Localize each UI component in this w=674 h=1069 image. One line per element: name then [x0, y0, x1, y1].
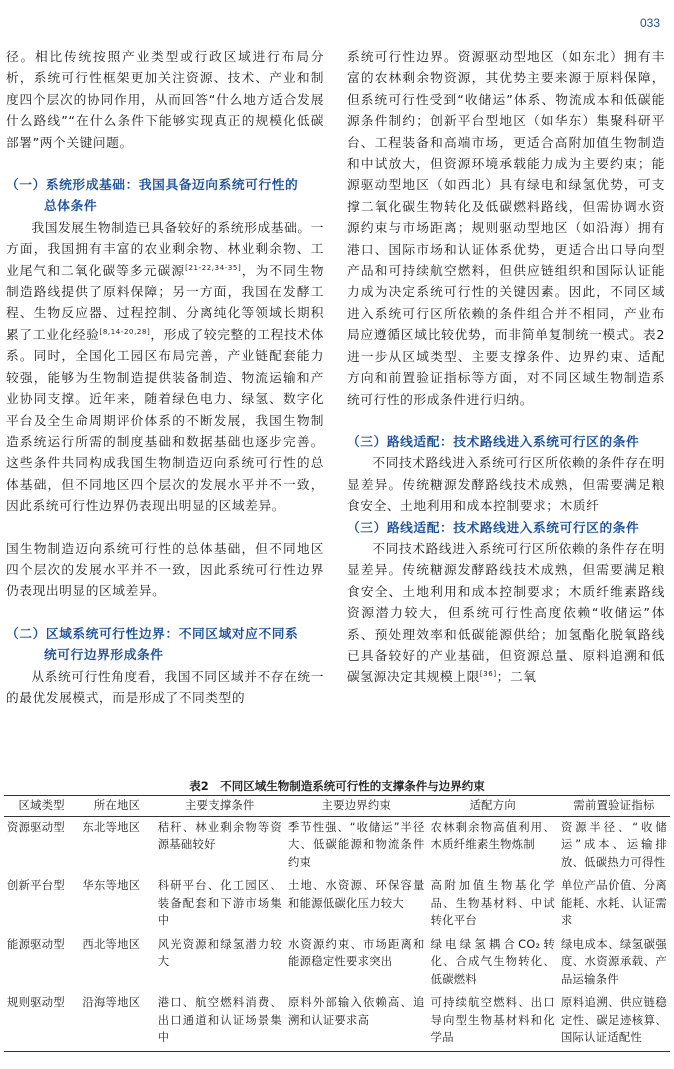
table-cell: 单位产品价值、分离能耗、水耗、认证需求	[560, 879, 667, 927]
citation-ref: [8,14-20,28]	[99, 327, 151, 336]
section-3-text-a: 不同技术路线进入系统可行区所依赖的条件存在明显差异。传统糖源发酵路线技术成熟，但需要满足粮食安全、土地利用和成本控制要求；木质纤维素路线资源潜力较大，但系统可行性高度依赖“收储运”体系、预处理效率和低碳能源供给；加氢酯化脱氧路线已具备较好的产业基础，但资源总量、原料追溯和低碳氢源决定其规模上限	[347, 540, 665, 685]
table-row	[4, 934, 670, 993]
table-cell: 可持续航空燃料、出口导向型生物基材料和化学品	[430, 996, 555, 1044]
table-cell: 原料追溯、供应链稳定性、碳足迹核算、国际认证适配性	[560, 996, 667, 1044]
citation-ref: [36]	[479, 670, 497, 679]
section-1-text-a: 我国发展生物制造已具备较好的系统形成基础。一方面，我国拥有丰富的农业剩余物、林业剩余物、工业尾气和二氧化碳等多元碳源	[6, 219, 324, 278]
table-cell: 水资源约束、市场距离和能源稳定性要求突出	[288, 937, 425, 968]
table-cell: 港口、航空燃料消费、出口通道和认证场景集中	[157, 996, 283, 1044]
table-row	[4, 875, 670, 934]
section-1-paragraph	[6, 217, 324, 517]
table-cell: 高附加值生物基化学品、生物基材料、中试转化平台	[430, 879, 555, 927]
table-header-cell: 主要支撑条件	[185, 799, 255, 812]
table-cell: 原料外部输入依赖高、追溯和认证要求高	[288, 996, 425, 1027]
table-cell: 沿海等地区	[82, 996, 141, 1009]
section-1-text-c: ，形成了较完整的工程技术体系。同时，全国化工园区布局完善，产业链配套能力较强，能够为生物制造提供装备制造、物流运输和产业协同支撑。近年来，随着绿色电力、绿氢、数字化平台及全生命周期评价体系的不断发展，我国生物制造系统运行所需的制度基础和数据基础也逐步完善。这些条件共同构成我国生物制造迈向系统可行性的总体基础，但不同地区四个层次的发展水平并不一致，因此系统可行性边界仍表现出明显的区域差异。	[6, 326, 324, 514]
page-number: 033	[639, 16, 660, 30]
table-cell: 资源驱动型	[7, 820, 65, 834]
section-3-paragraph: 不同技术路线进入系统可行区所依赖的条件存在明显差异。传统糖源发酵路线技术成熟，但需要满足粮食安全、土地利用和成本控制要求；木质纤	[347, 455, 665, 514]
table-title: 表2 不同区域生物制造系统可行性的支撑条件与边界约束	[189, 779, 485, 793]
table-cell: 资源半径、“收储运”成本、运输排放、低碳热力可得性	[560, 820, 667, 869]
left-column	[6, 46, 324, 708]
table-cell: 风光资源和绿氢潜力较大	[157, 937, 283, 968]
table-cell: 规则驱动型	[7, 996, 65, 1009]
section-heading-2-line2: 统可行边界形成条件	[44, 647, 164, 663]
table-cell: 西北等地区	[82, 937, 141, 951]
section-1-text-b: ，为不同生物制造路线提供了原料保障；另一方面，我国在发酵工程、生物反应器、过程控制、分离纯化等领域长期积累了工业化经验	[6, 262, 324, 342]
table-header-cell: 主要边界约束	[321, 799, 392, 812]
table-cell: 东北等地区	[82, 820, 141, 834]
spacer	[347, 410, 665, 431]
section-heading-1	[6, 174, 324, 217]
section-heading-3-repeat: （三）路线适配：技术路线进入系统可行区的条件	[347, 519, 640, 535]
table-cell: 季节性强、“收储运”半径大、低碳能源和物流条件约束	[288, 820, 425, 869]
table-header-cell: 适配方向	[469, 799, 516, 812]
table-cell: 创新平台型	[7, 879, 65, 892]
table-cell: 绿电绿氢耦合CO₂转化、合成气生物转化、低碳燃料	[430, 937, 555, 986]
section-2-paragraph: 从系统可行性角度看，我国不同区域并不存在统一的最优发展模式，而是形成了不同类型的	[6, 668, 324, 705]
region-table	[4, 795, 670, 1052]
section-heading-2-line1: （二）区域系统可行性边界：不同区域对应不同系	[6, 625, 299, 641]
table-cell: 科研平台、化工园区、装备配套和下游市场集中	[157, 879, 283, 927]
table-header-cell: 区域类型	[18, 799, 65, 812]
section-heading-2	[6, 623, 324, 666]
section-heading-1-line2: 总体条件	[44, 198, 98, 214]
intro-paragraph: 径。相比传统按照产业类型或行政区域进行布局分析，系统可行性框架更加关注资源、技术、产业和制度四个层次的协同作用，从而回答“什么地方适合发展什么路线”“在什么条件下能够实现真正的规模化低碳部署”两个关键问题。	[6, 49, 324, 150]
spacer	[6, 517, 324, 538]
table-header-row	[4, 796, 670, 817]
table-cell: 能源驱动型	[7, 937, 65, 951]
section-heading-1-line1: （一）系统形成基础：我国具备迈向系统可行性的	[6, 177, 299, 193]
continued-paragraph: 系统可行性边界。资源驱动型地区（如东北）拥有丰富的农林剩余物资源，其优势主要来源于原料保障，但系统可行性受到“收储运”体系、物流成本和低碳能源条件制约；创新平台型地区（如华东）集聚科研平台、工程装备和高端市场，更适合高附加值生物制造和中试放大，但资源环境承载能力成为主要约束；能源驱动型地区（如西北）具有绿电和绿氢优势，可支撑二氧化碳生物转化及低碳燃料路线，但需协调水资源约束与市场距离；规则驱动型地区（如沿海）拥有港口、国际市场和认证体系优势，更适合出口导向型产品和可持续航空燃料，但供应链组织和国际认证能力成为决定系统可行性的关键因素。因此，不同区域进入系统可行区所依赖的条件组合并不相同，产业布局应遵循区域比较优势，而非简单复制统一模式。表2进一步从区域类型、主要支撑条件、边界约束、适配方向和前置验证指标等方面，对不同区域生物制造系统可行性的形成条件进行归纳。	[347, 49, 665, 407]
table-row	[4, 992, 670, 1051]
section-3-text-b: ；二氧	[496, 669, 537, 685]
section-heading-3: （三）路线适配：技术路线进入系统可行区的条件	[347, 433, 640, 449]
table-cell: 秸秆、林业剩余物等资源基础较好	[157, 820, 283, 851]
spacer	[6, 153, 324, 174]
table-cell: 土地、水资源、环保容量和能源低碳化压力较大	[288, 879, 425, 910]
repeated-paragraph: 国生物制造迈向系统可行性的总体基础，但不同地区四个层次的发展水平并不一致，因此系统可行性边界仍表现出明显的区域差异。	[6, 540, 324, 599]
table-header-cell: 所在地区	[93, 799, 141, 812]
table-row	[4, 816, 670, 875]
spacer	[6, 602, 324, 623]
table-cell: 农林剩余物高值利用、木质纤维素生物炼制	[430, 820, 555, 851]
right-column	[347, 46, 665, 688]
table-cell: 华东等地区	[82, 879, 141, 892]
table-header-cell: 需前置验证指标	[573, 799, 655, 812]
section-3-paragraph-repeat	[347, 538, 665, 688]
citation-ref: [21-22,34-35]	[185, 263, 242, 272]
table-cell: 绿电成本、绿氢碳强度、水资源承载、产品运输条件	[560, 937, 667, 986]
